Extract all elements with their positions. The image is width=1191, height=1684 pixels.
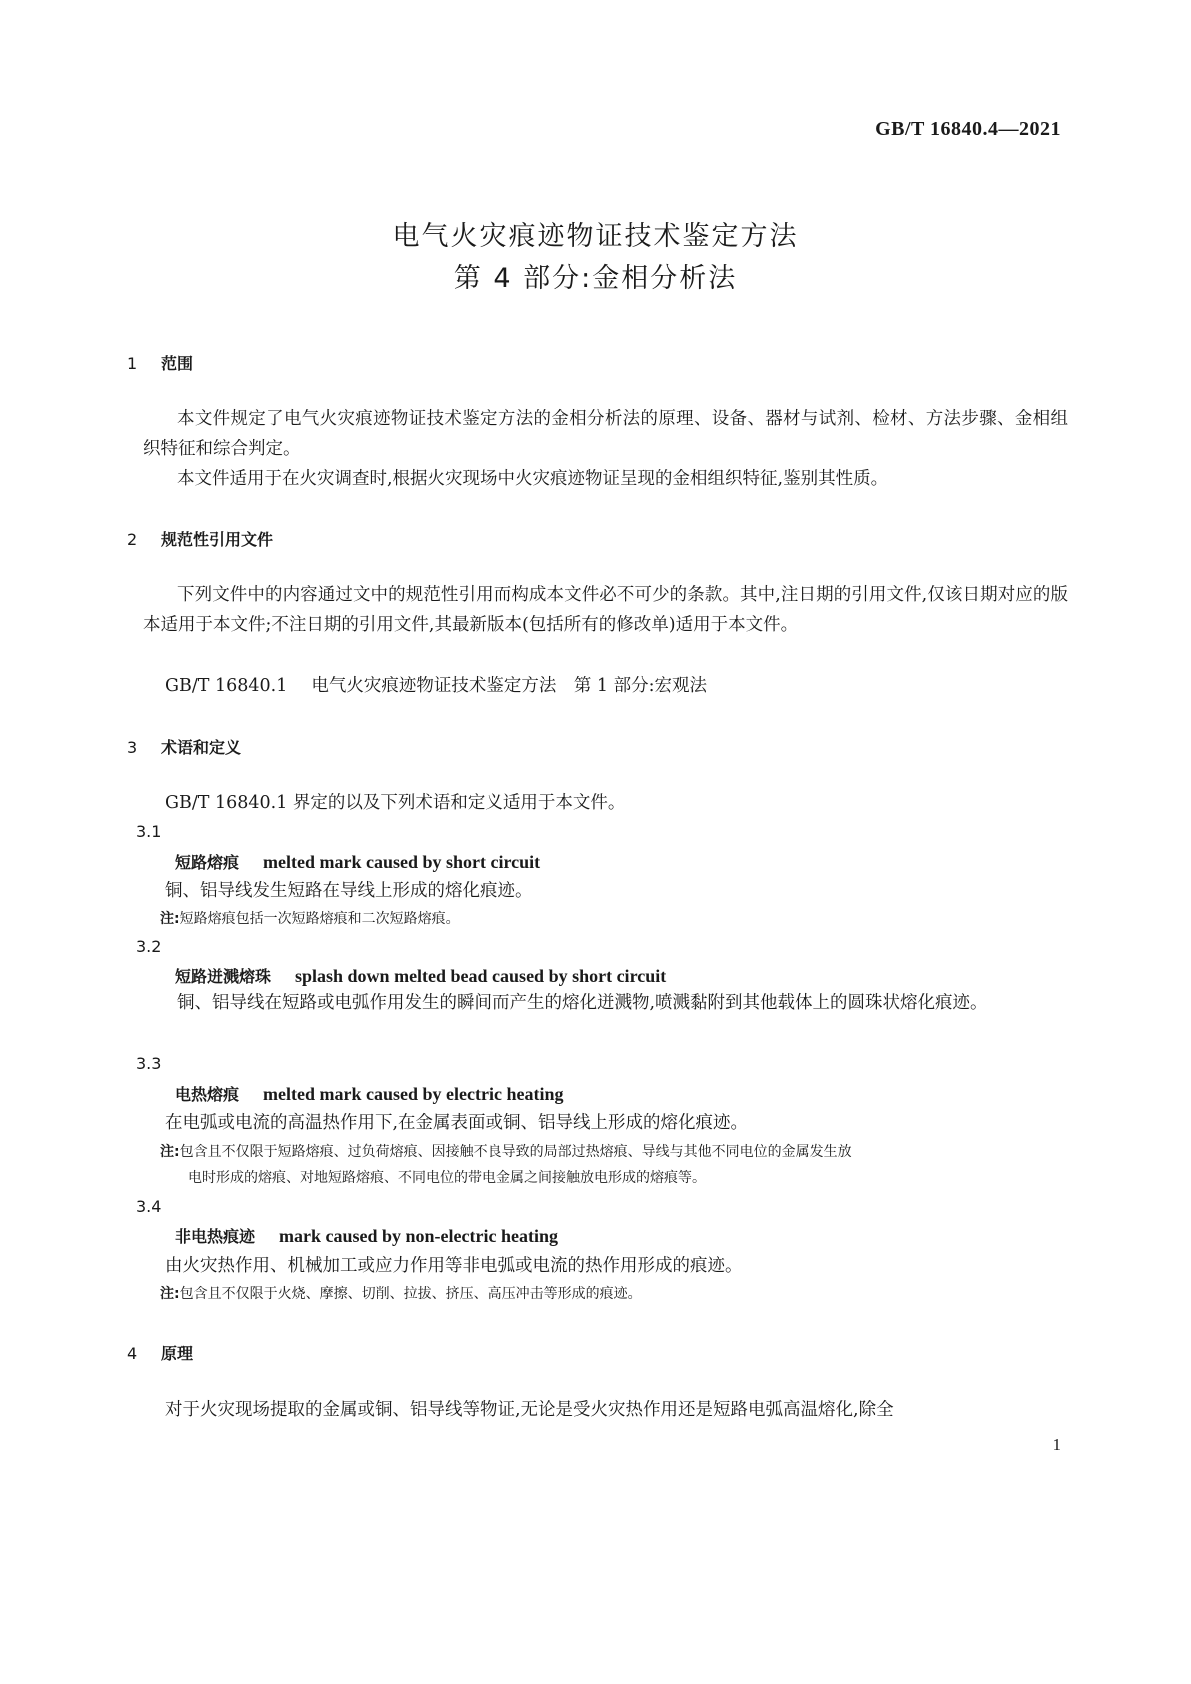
term-3-1	[175, 850, 540, 873]
note-label: 注:	[160, 1144, 180, 1160]
term-zh: 短路熔痕	[175, 853, 240, 872]
section-3-heading	[127, 735, 241, 758]
term-3-2	[175, 964, 666, 987]
note-label: 注:	[160, 1286, 180, 1302]
section-2-heading	[127, 527, 273, 550]
section-number: 4	[127, 1344, 138, 1363]
section-number: 3	[127, 738, 138, 757]
term-en: mark caused by non-electric heating	[279, 1226, 558, 1246]
section-3-intro: GB/T 16840.1 界定的以及下列术语和定义适用于本文件。	[165, 793, 626, 813]
section-4-paragraph-1: 对于火灾现场提取的金属或铜、铝导线等物证,无论是受火灾热作用还是短路电弧高温熔化,除全	[165, 1400, 894, 1420]
term-3-3-note-line-2: 电时形成的熔痕、对地短路熔痕、不同电位的带电金属之间接触放电形成的熔痕等。	[188, 1170, 706, 1186]
term-en: melted mark caused by electric heating	[263, 1084, 564, 1104]
page-number: 1	[1052, 1435, 1061, 1454]
term-zh: 短路迸溅熔珠	[175, 967, 272, 986]
section-2-paragraph-1: 下列文件中的内容通过文中的规范性引用而构成本文件必不可少的条款。其中,注日期的引用文件,仅该日期对应的版本适用于本文件;不注日期的引用文件,其最新版本(包括所有的修改单)适用于本文件。	[143, 585, 1068, 635]
clause-3-3-number: 3.3	[136, 1054, 162, 1073]
term-3-3-note-line-1	[160, 1141, 852, 1161]
term-3-3	[175, 1082, 563, 1105]
term-3-2-definition: 铜、铝导线在短路或电弧作用发生的瞬间而产生的熔化迸溅物,喷溅黏附到其他载体上的圆珠状熔化痕迹。	[177, 993, 988, 1013]
section-number: 1	[127, 354, 138, 373]
section-title: 规范性引用文件	[161, 530, 274, 549]
reference-code: GB/T 16840.1	[165, 676, 288, 696]
section-4-heading	[127, 1341, 193, 1364]
clause-3-2-number: 3.2	[136, 937, 162, 956]
section-title: 术语和定义	[161, 738, 242, 757]
clause-3-4-number: 3.4	[136, 1197, 162, 1216]
section-1-heading	[127, 351, 193, 374]
term-3-4-note	[160, 1283, 642, 1303]
note-text: 包含且不仅限于火烧、摩擦、切削、拉拔、挤压、高压冲击等形成的痕迹。	[179, 1286, 642, 1302]
term-en: melted mark caused by short circuit	[263, 852, 541, 872]
term-en: splash down melted bead caused by short circuit	[295, 966, 667, 986]
section-number: 2	[127, 530, 138, 549]
note-text: 短路熔痕包括一次短路熔痕和二次短路熔痕。	[179, 911, 460, 927]
term-zh: 非电热痕迹	[175, 1227, 256, 1246]
term-3-3-definition: 在电弧或电流的高温热作用下,在金属表面或铜、铝导线上形成的熔化痕迹。	[165, 1113, 749, 1133]
section-title: 原理	[161, 1344, 194, 1363]
reference-title: 电气火灾痕迹物证技术鉴定方法 第 1 部分:宏观法	[311, 676, 707, 696]
note-label: 注:	[160, 911, 180, 927]
document-title-line1: 电气火灾痕迹物证技术鉴定方法	[392, 221, 799, 252]
clause-3-1-number: 3.1	[136, 822, 162, 841]
term-3-1-note	[160, 908, 460, 928]
document-title-line2: 第 4 部分:金相分析法	[453, 263, 738, 294]
section-1-paragraph-2: 本文件适用于在火灾调查时,根据火灾现场中火灾痕迹物证呈现的金相组织特征,鉴别其性质。	[177, 469, 889, 489]
section-1-paragraph-1: 本文件规定了电气火灾痕迹物证技术鉴定方法的金相分析法的原理、设备、器材与试剂、检材、方法步骤、金相组织特征和综合判定。	[143, 409, 1068, 459]
term-3-4	[175, 1224, 558, 1247]
note-text: 包含且不仅限于短路熔痕、过负荷熔痕、因接触不良导致的局部过热熔痕、导线与其他不同电位的金属发生放	[179, 1144, 852, 1160]
term-3-1-definition: 铜、铝导线发生短路在导线上形成的熔化痕迹。	[165, 881, 533, 901]
term-zh: 电热熔痕	[175, 1085, 240, 1104]
normative-reference	[165, 672, 707, 697]
term-3-4-definition: 由火灾热作用、机械加工或应力作用等非电弧或电流的热作用形成的痕迹。	[165, 1256, 743, 1276]
standard-code: GB/T 16840.4—2021	[875, 118, 1061, 140]
section-title: 范围	[161, 354, 194, 373]
